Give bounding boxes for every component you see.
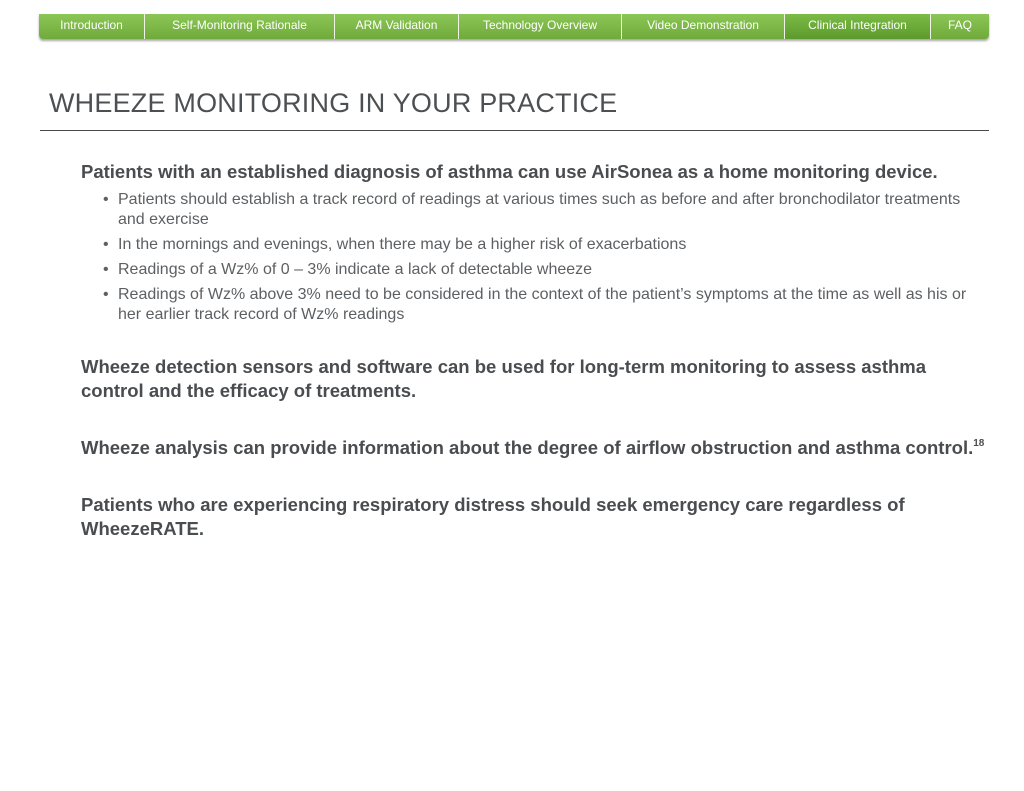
tab-technology-overview[interactable]: Technology Overview [459, 14, 622, 39]
lead-paragraph-emergency-care: Patients who are experiencing respiratory distress should seek emergency care regardless of WheezeRATE. [81, 494, 905, 539]
lead-paragraph-wheeze-analysis [81, 436, 986, 460]
slide-content [81, 160, 986, 541]
bullet-list [103, 190, 986, 325]
reference-superscript: 18 [973, 438, 985, 449]
wheeze-analysis-text: Wheeze analysis can provide information about the degree of airflow obstruction and asthma control. [81, 437, 974, 458]
tab-clinical-integration[interactable]: Clinical Integration [785, 14, 931, 39]
lead-paragraph-long-term-monitoring: Wheeze detection sensors and software can be used for long-term monitoring to assess asthma control and the efficacy of treatments. [81, 356, 927, 401]
list-item: • Readings of Wz% above 3% need to be considered in the context of the patient’s symptoms at the time as well as his or her earlier track record of Wz% readings [103, 285, 986, 325]
page-title: WHEEZE MONITORING IN YOUR PRACTICE [49, 88, 618, 118]
list-item: • In the mornings and evenings, when there may be a higher risk of exacerbations [103, 235, 986, 255]
tab-video-demonstration[interactable]: Video Demonstration [622, 14, 785, 39]
list-item: • Patients should establish a track record of readings at various times such as before and after bronchodilator treatments and exercise [103, 190, 986, 230]
title-divider [40, 130, 989, 131]
tab-self-monitoring-rationale[interactable]: Self-Monitoring Rationale [145, 14, 335, 39]
tab-faq[interactable]: FAQ [947, 18, 972, 32]
tab-introduction[interactable]: Introduction [39, 14, 145, 39]
list-item: • Readings of a Wz% of 0 – 3% indicate a lack of detectable wheeze [103, 260, 986, 280]
tab-arm-validation[interactable]: ARM Validation [335, 14, 459, 39]
lead-paragraph-home-monitoring: Patients with an established diagnosis of asthma can use AirSonea as a home monitoring device. [81, 161, 938, 182]
section-nav [39, 14, 989, 39]
